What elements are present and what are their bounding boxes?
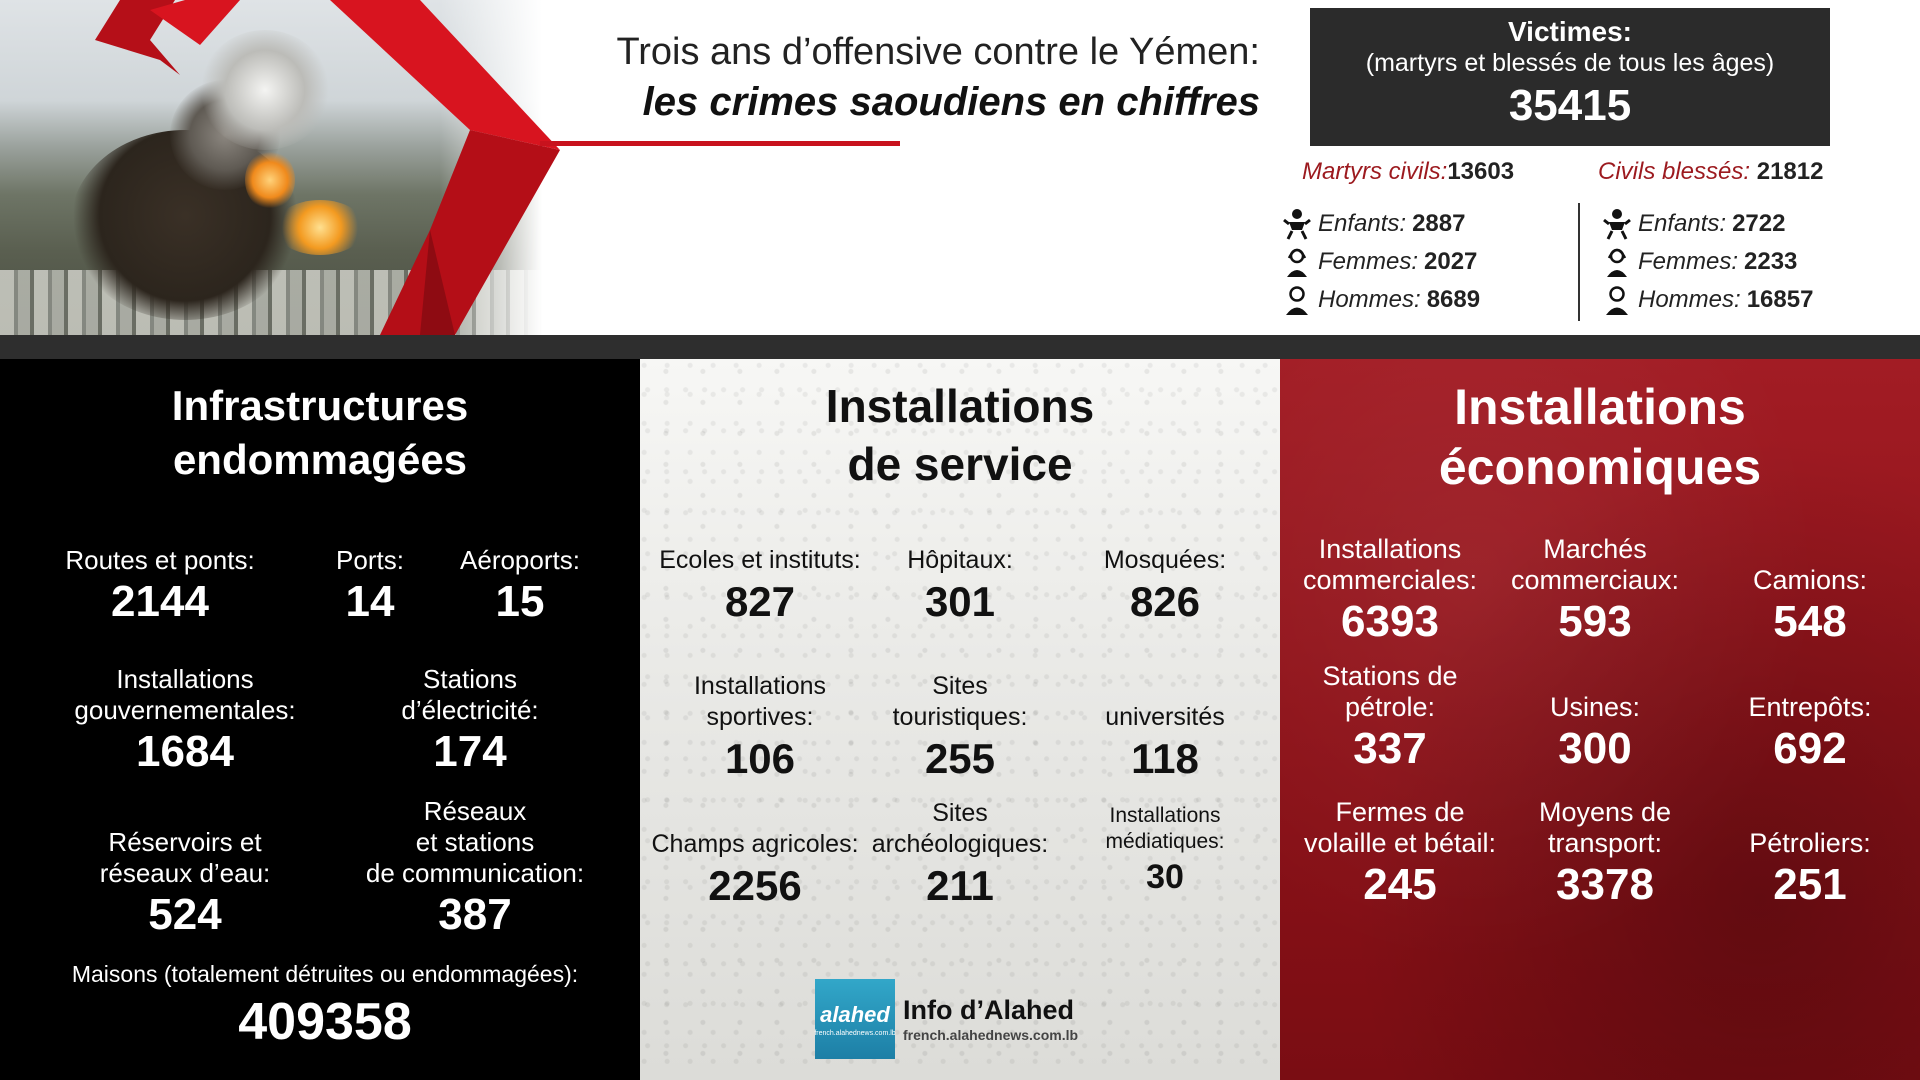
services-title-line1: Installations xyxy=(825,380,1095,432)
stat-maisons xyxy=(20,959,630,1054)
stat-label: de communication: xyxy=(365,858,585,888)
title-line2: les crimes saoudiens en chiffres xyxy=(642,80,1260,124)
stat-label: médiatiques: xyxy=(1105,830,1225,853)
stat-label: volaille et bétail: xyxy=(1303,828,1497,858)
logo-name: Info d’Alahed xyxy=(903,995,1074,1025)
stat-label: Champs agricoles: xyxy=(651,830,859,858)
martyrs-children-value: 2887 xyxy=(1412,210,1466,237)
list-item xyxy=(1280,205,1480,243)
wounded-children-value: 2722 xyxy=(1732,210,1786,237)
victims-total: 35415 xyxy=(1508,81,1632,130)
stat-label: Stations xyxy=(423,664,517,694)
stat-installations-sportives xyxy=(660,671,860,785)
stat-petroliers xyxy=(1710,828,1910,911)
infrastructures-title-line1: Infrastructures xyxy=(171,382,469,429)
column-divider xyxy=(1578,203,1580,321)
infrastructures-title-line2: endommagées xyxy=(172,436,468,483)
stat-value: 30 xyxy=(1146,858,1184,896)
stat-label: réseaux d’eau: xyxy=(99,858,271,888)
stat-value: 15 xyxy=(495,577,545,626)
stat-label: Routes et ponts: xyxy=(65,545,255,575)
stat-value: 2144 xyxy=(111,577,209,626)
stat-installations-gouvernementales xyxy=(30,664,340,778)
stat-label: Camions: xyxy=(1752,565,1868,595)
stat-value: 409358 xyxy=(238,993,412,1051)
economiques-title-line2: économiques xyxy=(1438,439,1762,495)
list-item xyxy=(1280,243,1480,281)
stat-label: Hôpitaux: xyxy=(907,546,1013,574)
stat-value: 548 xyxy=(1773,597,1847,646)
stat-stations-petrole xyxy=(1290,661,1490,775)
stat-mosquees xyxy=(1070,545,1260,628)
services-title xyxy=(640,377,1280,493)
stat-entrepots xyxy=(1710,692,1910,775)
stat-label: transport: xyxy=(1547,828,1663,858)
stat-label: Mosquées: xyxy=(1103,546,1227,574)
wounded-label: Civils blessés: xyxy=(1598,158,1751,185)
stat-value: 300 xyxy=(1558,724,1632,773)
martyrs-men-label: Hommes: xyxy=(1318,286,1421,313)
stat-value: 593 xyxy=(1558,597,1632,646)
wounded-list xyxy=(1600,205,1813,319)
list-item xyxy=(1600,281,1813,319)
stat-value: 827 xyxy=(724,578,796,625)
man-icon xyxy=(1600,283,1634,317)
stat-champs-agricoles xyxy=(640,829,870,912)
stat-reseaux-communication xyxy=(330,796,620,941)
stat-routes-ponts xyxy=(40,545,280,628)
stat-label: Installations xyxy=(1109,804,1221,827)
man-icon xyxy=(1280,283,1314,317)
wounded-heading xyxy=(1598,157,1823,187)
stat-value: 301 xyxy=(924,578,996,625)
stat-value: 106 xyxy=(724,735,796,782)
stat-label: Installations xyxy=(116,664,254,694)
stat-label: Entrepôts: xyxy=(1748,692,1872,722)
stat-label: Ecoles et instituts: xyxy=(659,546,861,574)
list-item xyxy=(1600,243,1813,281)
stat-installations-mediatiques xyxy=(1070,803,1260,899)
wounded-children-label: Enfants: xyxy=(1638,210,1727,237)
child-icon xyxy=(1600,207,1634,241)
services-panel xyxy=(640,359,1280,1080)
martyrs-women-label: Femmes: xyxy=(1318,248,1419,275)
stat-value: 524 xyxy=(148,890,222,939)
stat-value: 251 xyxy=(1773,860,1847,909)
stat-value: 255 xyxy=(924,735,996,782)
stat-value: 1684 xyxy=(136,727,234,776)
stat-label: Sites xyxy=(932,672,988,700)
stat-usines xyxy=(1500,692,1690,775)
wounded-men-label: Hommes: xyxy=(1638,286,1741,313)
stat-label: touristiques: xyxy=(892,703,1028,731)
stat-value: 337 xyxy=(1353,724,1427,773)
martyrs-men-value: 8689 xyxy=(1426,286,1481,313)
stat-value: 6393 xyxy=(1341,597,1439,646)
alahed-badge-sub: french.alahednews.com.lb xyxy=(814,1029,896,1037)
stat-label: Marchés xyxy=(1543,534,1647,564)
child-icon xyxy=(1280,207,1314,241)
alahed-badge xyxy=(815,979,895,1059)
stat-installations-commerciales xyxy=(1290,534,1490,648)
stat-label: gouvernementales: xyxy=(74,695,296,725)
stat-label: d’électricité: xyxy=(401,695,539,725)
stat-label: pétrole: xyxy=(1344,692,1436,722)
stat-label: Usines: xyxy=(1549,692,1641,722)
title-underline xyxy=(540,141,900,146)
stat-sites-archeologiques xyxy=(865,798,1055,912)
stat-label: Installations xyxy=(1318,534,1462,564)
stat-label: Pétroliers: xyxy=(1749,828,1871,858)
stat-label: Réservoirs et xyxy=(108,827,262,857)
stat-moyens-transport xyxy=(1515,797,1695,911)
logo-url[interactable]: french.alahednews.com.lb xyxy=(903,1027,1079,1043)
stat-ecoles xyxy=(650,545,870,628)
stat-reservoirs-eau xyxy=(50,827,320,941)
stat-label: Sites xyxy=(932,799,988,827)
martyrs-women-value: 2027 xyxy=(1424,248,1478,275)
stat-label: Stations de xyxy=(1322,661,1458,691)
stat-label: Fermes de xyxy=(1335,797,1465,827)
martyrs-label: Martyrs civils: xyxy=(1302,158,1448,185)
stat-aeroports xyxy=(430,545,610,628)
stat-hopitaux xyxy=(875,545,1045,628)
wounded-women-label: Femmes: xyxy=(1638,248,1739,275)
stat-sites-touristiques xyxy=(875,671,1045,785)
title-line1: Trois ans d’offensive contre le Yémen: xyxy=(616,31,1260,73)
stat-label: commerciaux: xyxy=(1510,565,1680,595)
stat-value: 387 xyxy=(438,890,512,939)
list-item xyxy=(1600,205,1813,243)
infrastructures-title xyxy=(0,379,640,487)
wounded-women-value: 2233 xyxy=(1744,248,1798,275)
stat-label: universités xyxy=(1105,703,1225,731)
stat-label: Maisons (totalement détruites ou endommagées): xyxy=(71,961,579,987)
stat-label: archéologiques: xyxy=(871,830,1049,858)
stat-label: Moyens de xyxy=(1538,797,1672,827)
stat-marches-commerciaux xyxy=(1500,534,1690,648)
stat-stations-electricite xyxy=(350,664,590,778)
stat-universites xyxy=(1070,702,1260,785)
economiques-title xyxy=(1280,377,1920,497)
martyrs-list xyxy=(1280,205,1480,319)
wounded-men-value: 16857 xyxy=(1746,286,1814,313)
separator-bar xyxy=(0,335,1920,359)
alahed-logo[interactable] xyxy=(815,979,1078,1059)
woman-icon xyxy=(1280,245,1314,279)
stat-label: commerciales: xyxy=(1302,565,1478,595)
stat-value: 2256 xyxy=(708,862,802,909)
header-section xyxy=(0,0,1920,335)
victims-box xyxy=(1310,8,1830,146)
economiques-title-line1: Installations xyxy=(1454,379,1746,435)
services-title-line2: de service xyxy=(847,438,1073,490)
stat-fermes xyxy=(1280,797,1520,911)
stat-value: 14 xyxy=(345,577,395,626)
stat-value: 174 xyxy=(433,727,507,776)
alahed-badge-text: alahed xyxy=(820,1001,890,1027)
woman-icon xyxy=(1600,245,1634,279)
martyrs-heading xyxy=(1302,157,1514,187)
stat-camions xyxy=(1710,565,1910,648)
stat-value: 118 xyxy=(1131,735,1199,782)
stat-label: Aéroports: xyxy=(460,545,580,575)
list-item xyxy=(1280,281,1480,319)
stat-label: sportives: xyxy=(706,703,814,731)
infrastructures-panel xyxy=(0,359,640,1080)
stat-value: 3378 xyxy=(1556,860,1654,909)
stat-value: 826 xyxy=(1129,578,1201,625)
martyrs-children-label: Enfants: xyxy=(1318,210,1407,237)
economiques-panel xyxy=(1280,359,1920,1080)
stat-value: 211 xyxy=(926,862,994,909)
stat-label: Réseaux xyxy=(423,796,527,826)
stat-ports xyxy=(310,545,430,628)
stat-label: Installations xyxy=(693,672,827,700)
victims-subtitle: (martyrs et blessés de tous les âges) xyxy=(1365,49,1775,77)
page-title xyxy=(480,28,1260,128)
martyrs-total: 13603 xyxy=(1447,158,1515,185)
stat-value: 692 xyxy=(1773,724,1847,773)
stat-value: 245 xyxy=(1363,860,1437,909)
stat-label: Ports: xyxy=(336,545,404,575)
stat-label: et stations xyxy=(415,827,535,857)
wounded-total: 21812 xyxy=(1756,158,1824,185)
victims-title: Victimes: xyxy=(1508,16,1632,47)
